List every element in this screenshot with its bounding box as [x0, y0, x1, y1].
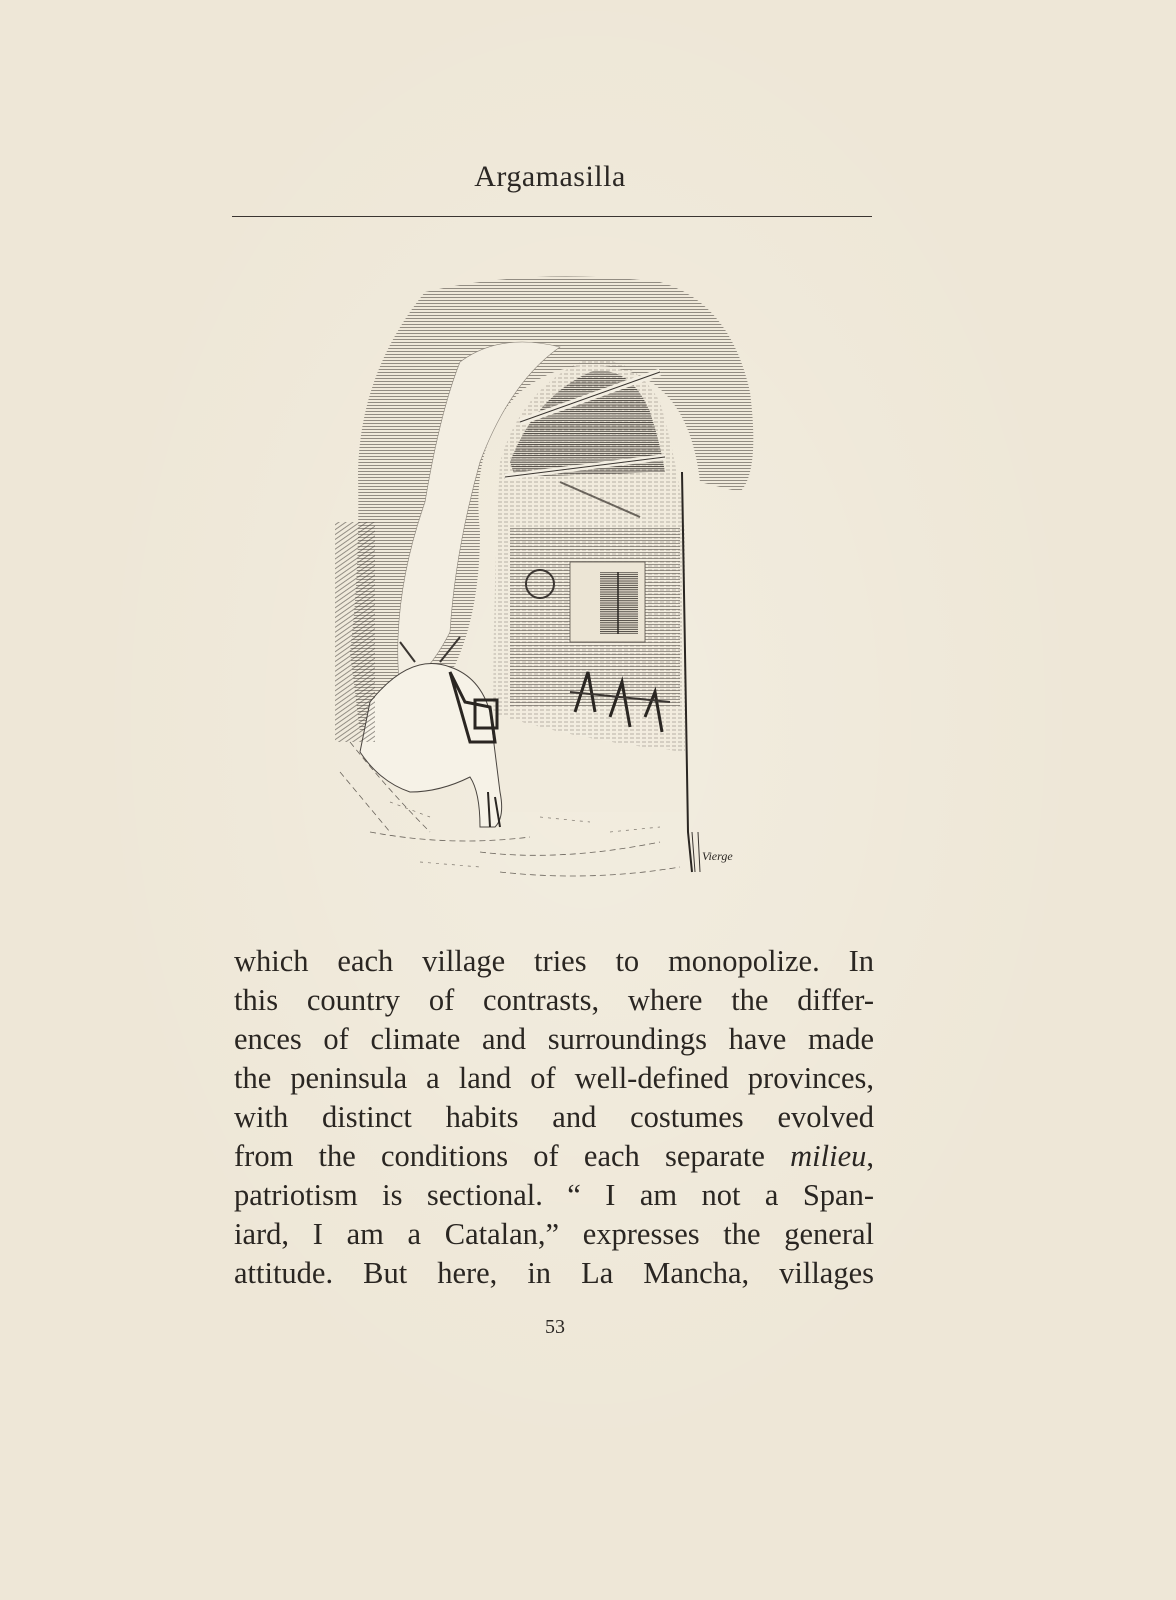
text-line: iard, I am a Catalan,” expresses the general — [234, 1217, 874, 1251]
text-line: this country of contrasts, where the differ- — [234, 983, 874, 1017]
text-line: attitude. But here, in La Mancha, villages — [234, 1256, 874, 1290]
italic-term: milieu — [790, 1139, 867, 1173]
body-text — [234, 942, 874, 1293]
text-line: with distinct habits and costumes evolved — [234, 1100, 874, 1134]
text-line: which each village tries to monopolize. In — [234, 944, 874, 978]
archway-illustration — [330, 272, 780, 912]
artist-signature: Vierge — [702, 849, 733, 863]
text-line: the peninsula a land of well-defined provinces, — [234, 1061, 874, 1095]
text-line: ences of climate and surroundings have made — [234, 1022, 874, 1056]
page-number: 53 — [545, 1316, 565, 1338]
head-rule — [232, 216, 872, 217]
text-line: patriotism is sectional. “ I am not a Span- — [234, 1178, 874, 1212]
text-line: from the conditions of each separate milieu, — [234, 1139, 874, 1173]
running-head: Argamasilla — [474, 160, 626, 193]
